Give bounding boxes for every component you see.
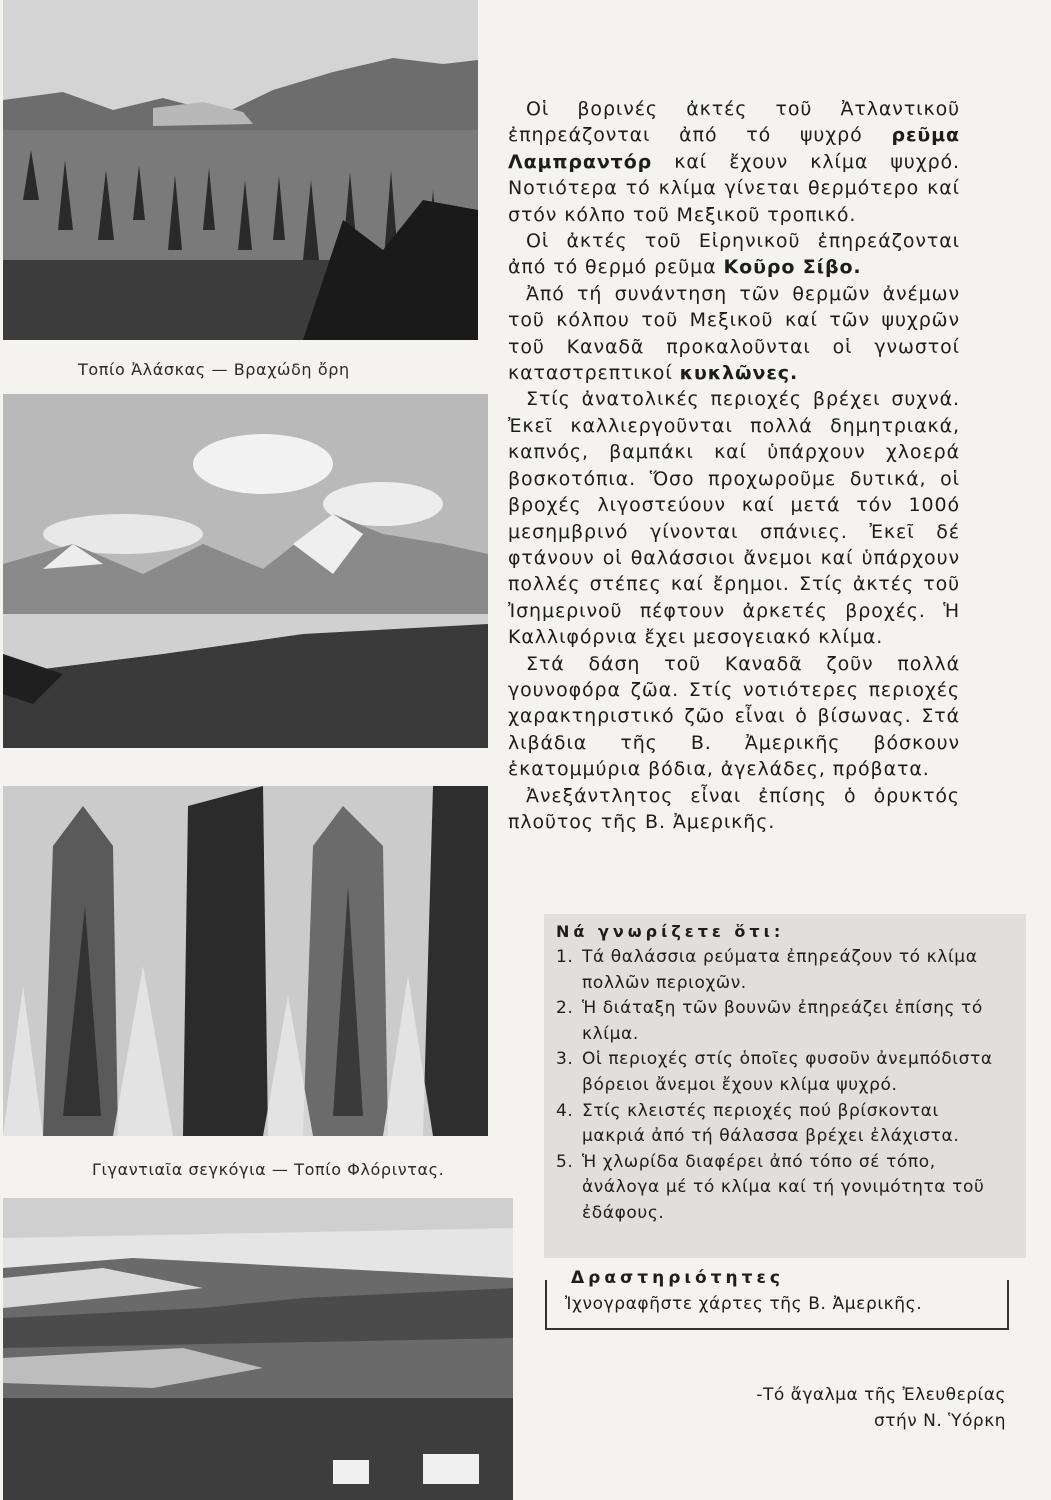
main-text	[508, 96, 960, 835]
paragraph-minerals: Ἀνεξάντλητος εἶναι ἐπίσης ὁ ὀρυκτός πλοῦτος τῆς Β. Ἀμερικῆς.	[508, 784, 960, 833]
paragraph-rain: Στίς ἀνατολικές περιοχές βρέχει συχνά. Ἐκεῖ καλλιεργοῦνται πολλά δημητριακά, καπνός, βαμπάκι καί ὑπάρχουν χλοερά βοσκοτόπια. Ὅσο προχωροῦμε δυτικά, οἱ βροχές λιγοστεύουν καί μετά τόν 100ό μεσημβρινό γίνονται σπάνιες. Ἐκεῖ δέ φτάνουν οἱ θαλάσσιοι ἄνεμοι καί ὑπάρχουν πολλές στέπες καί ἔρημοι. Στίς ἀκτές τοῦ Ἰσημερινοῦ πέφτουν ἀρκετές βροχές. Ἡ Καλλιφόρνια ἔχει μεσογειακό κλίμα.	[508, 388, 960, 649]
mountain-lake-photo	[3, 394, 488, 748]
activity-title: Δραστηριότητες	[565, 1268, 790, 1288]
know-list	[556, 945, 1008, 1227]
list-item: 2. Ἡ διάταξη τῶν βουνῶν ἐπηρεάζει ἐπίσης τό κλίμα.	[556, 998, 983, 1044]
alaska-caption: Τοπίο Ἀλάσκας — Βραχώδη ὄρη	[78, 360, 350, 379]
know-title: Νά γνωρίζετε ὅτι:	[556, 922, 785, 941]
paragraph-currents-atlantic: Οἱ βορινές ἀκτές τοῦ Ἀτλαντικοῦ ἐπηρεάζονται ἀπό τό ψυχρό ρεῦμα Λαμπραντόρ καί ἔχουν κλίμα ψυχρό. Νοτιότερα τό κλίμα γίνεται θερμότερο καί στόν κόλπο τοῦ Μεξικοῦ τροπικό.	[508, 98, 960, 226]
list-item: 5. Ἡ χλωρίδα διαφέρει ἀπό τόπο σέ τόπο, ἀνάλογα μέ τό κλίμα καί τή γονιμότητα τοῦ ἐδάφους.	[556, 1151, 985, 1223]
list-item: 4. Στίς κλειστές περιοχές πού βρίσκονται μακριά ἀπό τή θάλασσα βρέχει ἐλάχιστα.	[556, 1100, 960, 1147]
activity-text: Ἰχνογραφῆστε χάρτες τῆς Β. Ἀμερικῆς.	[565, 1294, 923, 1314]
activity-box	[545, 1268, 1009, 1330]
alaska-landscape-photo	[3, 0, 478, 340]
aerial-landscape-photo	[3, 1198, 513, 1500]
know-box	[544, 914, 1026, 1258]
list-item: 3. Οἱ περιοχές στίς ὁποῖες φυσοῦν ἀνεμπόδιστα βόρειοι ἄνεμοι ἔχουν κλίμα ψυχρό.	[556, 1049, 993, 1095]
sequoia-caption: Γιγαντιαῖα σεγκόγια — Τοπίο Φλόριντας.	[92, 1160, 445, 1179]
paragraph-cyclones: Ἀπό τή συνάντηση τῶν θερμῶν ἀνέμων τοῦ κόλπου τοῦ Μεξικοῦ καί τῶν ψυχρῶν τοῦ Καναδᾶ προκαλοῦνται οἱ γνωστοί καταστρεπτικοί κυκλῶνες.	[508, 282, 960, 385]
sequoia-forest-photo	[3, 786, 488, 1136]
paragraph-fauna: Στά δάση τοῦ Καναδᾶ ζοῦν πολλά γουνοφόρα ζῶα. Στίς νοτιότερες περιοχές χαρακτηριστικό ζῶο εἶναι ὁ βίσωνας. Στά λιβάδια τῆς Β. Ἀμερικῆς βόσκουν ἑκατομμύρια βόδια, ἀγελάδες, πρόβατα.	[508, 652, 960, 781]
liberty-caption: -Τό ἄγαλμα τῆς Ἐλευθερίας στήν Ν. Ὑόρκη	[756, 1385, 1006, 1431]
list-item: 1. Τά θαλάσσια ρεύματα ἐπηρεάζουν τό κλίμα πολλῶν περιοχῶν.	[556, 947, 978, 993]
paragraph-currents-pacific: Οἱ ἀκτές τοῦ Εἰρηνικοῦ ἐπηρεάζονται ἀπό τό θερμό ρεῦμα Κοῦρο Σίβο.	[508, 230, 960, 279]
